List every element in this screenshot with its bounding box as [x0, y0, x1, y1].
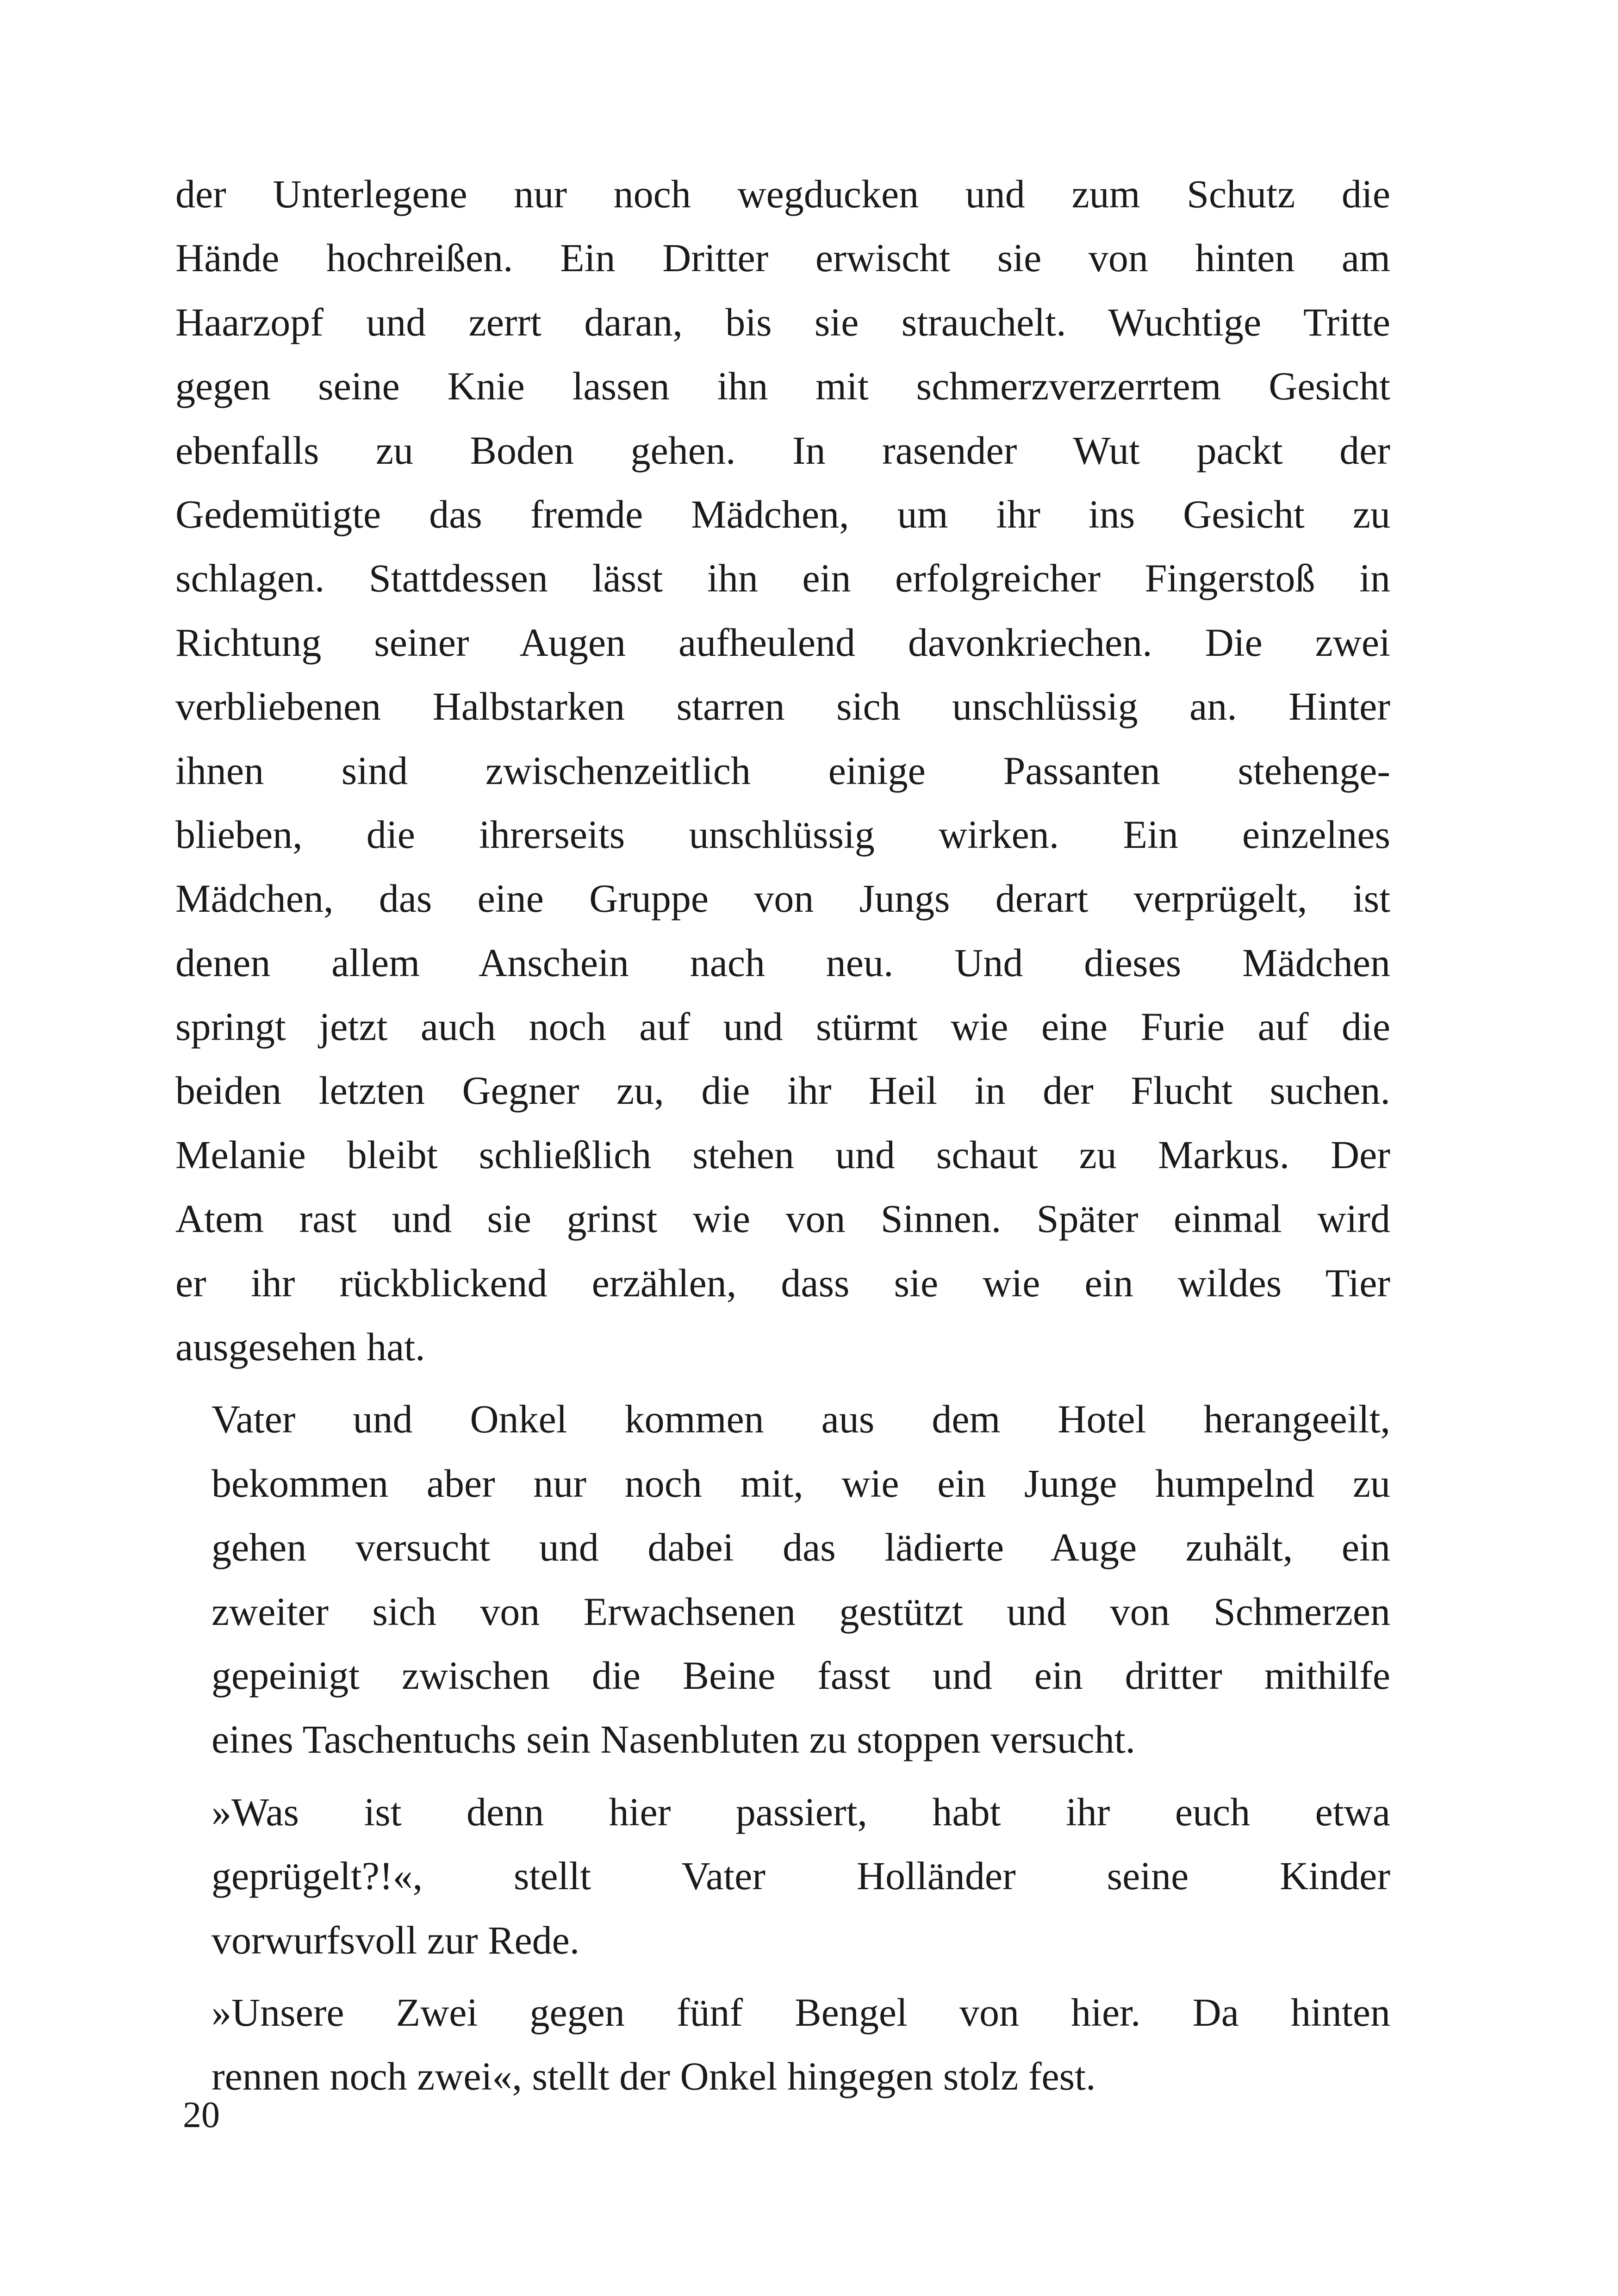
- text-line: zweiter sich von Erwachsenen gestützt und von Schmerzen: [212, 1589, 1390, 1634]
- text-line: bekommen aber nur noch mit, wie ein Junge humpelnd zu: [212, 1461, 1390, 1506]
- text-line: gehen versucht und dabei das lädierte Auge zuhält, ein: [212, 1525, 1390, 1570]
- text-line: gepeinigt zwischen die Beine fasst und ein dritter mithilfe: [212, 1653, 1390, 1698]
- paragraph-3: [175, 1780, 1390, 1972]
- text-line: denen allem Anschein nach neu. Und dieses Mädchen: [175, 940, 1390, 985]
- text-line: vorwurfsvoll zur Rede.: [212, 1917, 580, 1962]
- text-line: Mädchen, das eine Gruppe von Jungs derart verprügelt, ist: [175, 876, 1390, 921]
- text-line: gegen seine Knie lassen ihn mit schmerzverzerrtem Gesicht: [175, 364, 1390, 409]
- text-line: Melanie bleibt schließlich stehen und schaut zu Markus. Der: [175, 1132, 1390, 1177]
- text-line: er ihr rückblickend erzählen, dass sie wie ein wildes Tier: [175, 1260, 1390, 1305]
- paragraph-1: [175, 162, 1390, 1379]
- text-line: verbliebenen Halbstarken starren sich unschlüssig an. Hinter: [175, 684, 1390, 729]
- text-line: ausgesehen hat.: [175, 1325, 425, 1369]
- text-line: »Unsere Zwei gegen fünf Bengel von hier. Da hinten: [212, 1990, 1390, 2035]
- text-line: der Unterlegene nur noch wegducken und zum Schutz die: [175, 172, 1390, 216]
- text-line: Atem rast und sie grinst wie von Sinnen. Später einmal wird: [175, 1196, 1390, 1241]
- body-text: [175, 162, 1390, 2109]
- text-line: eines Taschentuchs sein Nasenbluten zu stoppen versucht.: [212, 1717, 1136, 1762]
- text-line: schlagen. Stattdessen lässt ihn ein erfolgreicher Fingerstoß in: [175, 556, 1390, 601]
- text-line: ebenfalls zu Boden gehen. In rasender Wut packt der: [175, 428, 1390, 473]
- text-line: Gedemütigte das fremde Mädchen, um ihr ins Gesicht zu: [175, 492, 1390, 536]
- text-line: blieben, die ihrerseits unschlüssig wirken. Ein einzelnes: [175, 812, 1390, 857]
- text-line: Vater und Onkel kommen aus dem Hotel herangeeilt,: [212, 1397, 1390, 1442]
- paragraph-2: [175, 1387, 1390, 1771]
- page-number: 20: [183, 2095, 220, 2135]
- text-line: Hände hochreißen. Ein Dritter erwischt sie von hinten am: [175, 236, 1390, 280]
- text-line: Haarzopf und zerrt daran, bis sie strauchelt. Wuchtige Tritte: [175, 299, 1390, 344]
- text-line: springt jetzt auch noch auf und stürmt wie eine Furie auf die: [175, 1004, 1390, 1049]
- text-line: rennen noch zwei«, stellt der Onkel hingegen stolz fest.: [212, 2054, 1096, 2099]
- paragraph-4: [175, 1980, 1390, 2109]
- text-line: Richtung seiner Augen aufheulend davonkriechen. Die zwei: [175, 620, 1390, 665]
- text-line: beiden letzten Gegner zu, die ihr Heil in der Flucht suchen.: [175, 1068, 1390, 1113]
- text-line: geprügelt?!«, stellt Vater Holländer seine Kinder: [212, 1854, 1390, 1898]
- text-line: ihnen sind zwischenzeitlich einige Passanten stehenge-: [175, 748, 1390, 793]
- text-line: »Was ist denn hier passiert, habt ihr euch etwa: [212, 1789, 1390, 1834]
